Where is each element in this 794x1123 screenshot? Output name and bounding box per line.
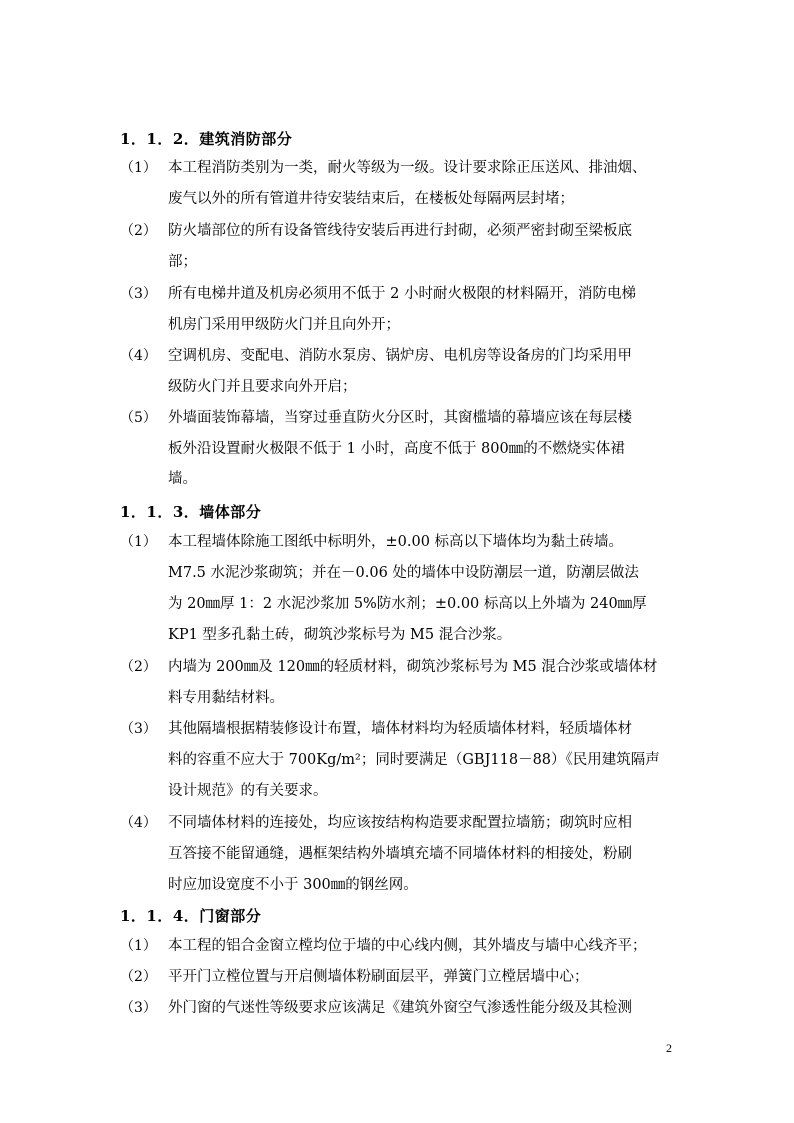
text-line: 板外沿设置耐火极限不低于 1 小时，高度不低于 800㎜的不燃烧实体裙 <box>168 441 625 457</box>
text-line: 墙。 <box>168 471 197 487</box>
text-line: 外墙面装饰幕墙，当穿过垂直防火分区时，其窗槛墙的幕墙应该在每层楼 <box>168 410 632 426</box>
page-number: 2 <box>666 1041 672 1055</box>
item-number: （3） <box>120 1000 157 1016</box>
text-line: 空调机房、变配电、消防水泵房、锅炉房、电机房等设备房的门均采用甲 <box>168 348 632 364</box>
text-line: 为 20㎜厚 1：2 水泥沙浆加 5%防水剂；±0.00 标高以上外墙为 240㎜厚 <box>168 596 647 612</box>
text-line: 级防火门并且要求向外开启； <box>168 379 357 395</box>
text-line: 本工程的铝合金窗立樘均位于墙的中心线内侧，其外墙皮与墙中心线齐平； <box>168 938 647 954</box>
text-line: 互答接不能留通缝，遇框架结构外墙填充墙不同墙体材料的相接处，粉刷 <box>168 846 632 862</box>
item-number: （2） <box>120 969 157 985</box>
item-number: （4） <box>120 348 157 364</box>
item-number: （3） <box>120 286 157 302</box>
section-heading-doors-windows: 1．1．4．门窗部分 <box>120 907 262 925</box>
text-line: 机房门采用甲级防火门并且向外开； <box>168 317 400 333</box>
item-number: （3） <box>120 721 157 737</box>
text-line: 部； <box>168 254 197 270</box>
item-number: （2） <box>120 223 157 239</box>
item-number: （4） <box>120 815 157 831</box>
text-line: 时应加设宽度不小于 300㎜的钢丝网。 <box>168 877 418 893</box>
text-line: 内墙为 200㎜及 120㎜的轻质材料，砌筑沙浆标号为 M5 混合沙浆或墙体材 <box>168 659 658 675</box>
text-line: 设计规范》的有关要求。 <box>168 783 328 799</box>
text-line: 所有电梯井道及机房必须用不低于 2 小时耐火极限的材料隔开，消防电梯 <box>168 286 636 302</box>
item-number: （2） <box>120 659 157 675</box>
text-line: 料的容重不应大于 700Kg/m²；同时要满足（GBJ118－88）《民用建筑隔声 <box>168 752 660 768</box>
section-heading-fire: 1．1．2．建筑消防部分 <box>120 130 293 148</box>
text-line: M7.5 水泥沙浆砌筑；并在－0.06 处的墙体中设防潮层一道，防潮层做法 <box>168 565 639 581</box>
text-line: 本工程消防类别为一类，耐火等级为一级。设计要求除正压送风、排油烟、 <box>168 160 647 176</box>
item-number: （1） <box>120 938 157 954</box>
item-number: （1） <box>120 160 157 176</box>
text-line: KP1 型多孔黏土砖，砌筑沙浆标号为 M5 混合沙浆。 <box>168 627 512 643</box>
item-number: （1） <box>120 534 157 550</box>
text-line: 其他隔墙根据精装修设计布置，墙体材料均为轻质墙体材料，轻质墙体材 <box>168 721 632 737</box>
section-heading-wall: 1．1．3．墙体部分 <box>120 503 262 521</box>
text-line: 废气以外的所有管道井待安装结束后，在楼板处每隔两层封堵； <box>168 191 574 207</box>
text-line: 料专用黏结材料。 <box>168 690 284 706</box>
text-line: 外门窗的气迷性等级要求应该满足《建筑外窗空气渗透性能分级及其检测 <box>168 1000 632 1016</box>
text-line: 平开门立樘位置与开启侧墙体粉刷面层平，弹簧门立樘居墙中心； <box>168 969 589 985</box>
text-line: 本工程墙体除施工图纸中标明外，±0.00 标高以下墙体均为黏土砖墙。 <box>168 534 624 550</box>
item-number: （5） <box>120 410 157 426</box>
text-line: 不同墙体材料的连接处，均应该按结构构造要求配置拉墙筋；砌筑时应相 <box>168 815 632 831</box>
text-line: 防火墙部位的所有设备管线待安装后再进行封砌，必须严密封砌至梁板底 <box>168 223 632 239</box>
